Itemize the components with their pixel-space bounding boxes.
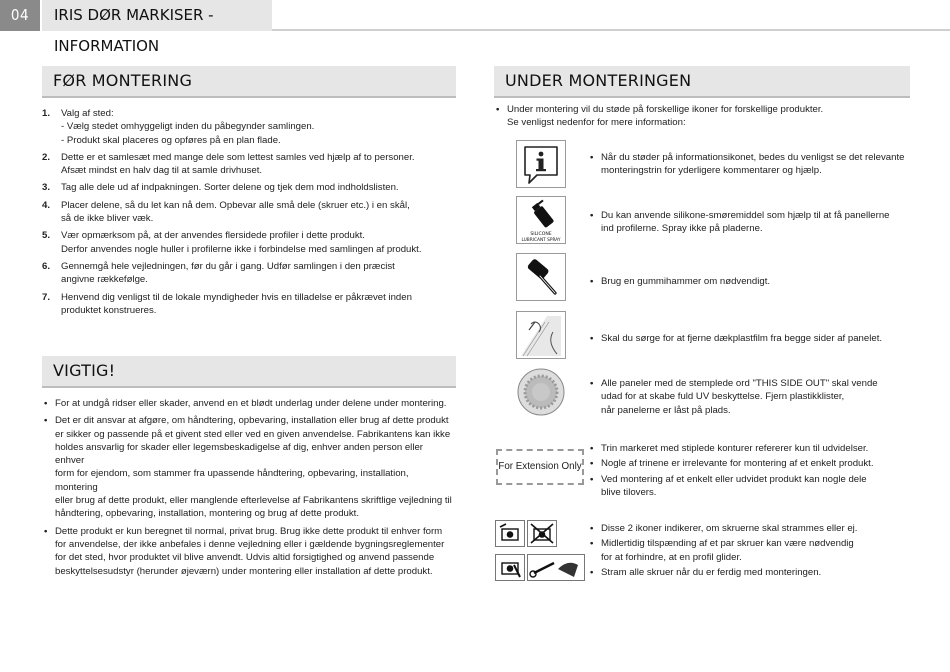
bullet: • [590, 152, 594, 163]
page-header [0, 0, 950, 55]
bullet: • [590, 523, 594, 534]
icon-row-bullet [588, 332, 908, 345]
spray-caption-2: LUBRICANT SPRAY [521, 238, 561, 243]
icon-row-silicone [494, 196, 914, 246]
icon-row-info [494, 140, 914, 190]
item-line: Gennemgå hele vejledningen, før du går i gang. Udfør samlingen i den præcist [61, 260, 395, 272]
icon-row-bullet [588, 377, 908, 417]
before-list-item [42, 260, 452, 287]
important-line: holdes ansvarlig for skader eller legemsbeskadigelse af dig, enhver anden person eller enhver [55, 441, 423, 467]
icon-row-line: Disse 2 ikoner indikerer, om skruerne skal strammes eller ej. [601, 523, 858, 534]
icon-row-bullet [588, 442, 908, 455]
mallet-row-text [588, 275, 908, 290]
item-line: - Vælg stedet omhyggeligt inden du påbegynder samlingen. [61, 121, 315, 133]
bullet: • [590, 443, 594, 454]
section-heading-during: UNDER MONTERINGEN [494, 66, 910, 96]
bullet: • [590, 566, 594, 578]
screw-tighten-icon [495, 520, 525, 547]
item-line: Vær opmærksom på, at der anvendes flersidede profiler i dette produkt. [61, 230, 365, 242]
icon-row-bullet [588, 209, 908, 236]
item-line: Valg af sted: [61, 108, 114, 119]
before-list-item [42, 199, 452, 226]
bullet: • [590, 333, 594, 344]
icon-row-line: Ved montering af et enkelt eller udvidet produkt kan nogle dele [601, 473, 867, 485]
icon-row-extension [494, 440, 914, 500]
bullet: • [590, 538, 594, 550]
peel-film-icon [516, 311, 566, 359]
bullet: • [590, 210, 594, 221]
important-line: håndtering, opbevaring, installation, montering og brug af dette produkt. [55, 508, 360, 520]
icon-row-line: Nogle af trinene er irrelevante for montering af et enkelt produkt. [601, 458, 874, 470]
item-line: Derfor anvendes nogle huller i profilerne ikke i forbindelse med samlingen af produkt. [61, 243, 422, 255]
important-line: er sikker og passende på et givent sted eller ved en given anvendelse. Fabrikantens kan ikke [55, 428, 451, 440]
icon-row-bullet [588, 151, 908, 178]
icon-row-bullet [588, 522, 908, 535]
item-line: - Produkt skal placeres og opføres på en plan flade. [61, 134, 281, 146]
important-item [42, 414, 452, 520]
item-line: produktet konstrueres. [61, 304, 157, 316]
important-line: eller brug af dette produkt, eller manglende efterlevelse af Fabrikantens skriftlige vejledning til [55, 495, 452, 507]
important-item [42, 525, 452, 578]
icon-row-line: udad for at skabe fuld UV beskyttelse. Fjern plastikklister, [601, 391, 845, 403]
screw-hand-icon [495, 554, 525, 581]
bullet: • [590, 458, 594, 470]
item-line: Tag alle dele ud af indpakningen. Sorter delene og tjek dem mod indholdslisten. [61, 182, 399, 194]
icon-row-line: monteringstrin for yderligere kommentarer og hjælp. [601, 165, 822, 177]
bullet: • [590, 473, 594, 485]
silicone-spray-icon [516, 196, 566, 244]
before-list-item [42, 291, 452, 318]
icon-row-line: Skal du sørge for at fjerne dækplastfilm fra begge sider af panelet. [601, 333, 883, 344]
item-number: 1. [42, 108, 51, 119]
item-number: 2. [42, 151, 51, 163]
section-heading-before: FØR MONTERING [42, 66, 456, 96]
item-line: angivne rækkefølge. [61, 274, 148, 286]
before-list-item [42, 229, 452, 256]
important-line: form for ejendom, som stammer fra upassende håndtering, opbevaring, installation, montering [55, 468, 409, 493]
before-list-item [42, 107, 452, 147]
item-number: 4. [42, 199, 51, 211]
icon-row-bullet [588, 566, 908, 579]
important-list [42, 397, 452, 582]
item-number: 7. [42, 291, 51, 303]
icon-row-line: Trin markeret med stiplede konturer refererer kun til udvidelser. [601, 443, 869, 454]
bullet: • [44, 415, 48, 427]
icon-row-mallet [494, 253, 914, 303]
during-intro [494, 103, 904, 134]
before-list-item [42, 181, 452, 194]
item-number: 6. [42, 260, 51, 272]
intro-item: • Under montering vil du støde på forskellige ikoner for forskellige produkter. Se venligst nedenfor for mere information: [496, 104, 824, 129]
icon-row-line: Brug en gummihammer om nødvendigt. [601, 276, 771, 287]
icon-row-line: blive tilovers. [601, 486, 657, 498]
header-divider [272, 29, 950, 31]
screw-no-tighten-icon [527, 520, 557, 547]
icon-row-line: for at forhindre, at en profil glider. [601, 551, 742, 563]
wrench-tool-icon [527, 554, 585, 581]
before-list-item [42, 151, 452, 178]
bullet: • [590, 276, 594, 287]
icon-row-line: når panelerne er låst på plads. [601, 404, 731, 416]
icon-row-screws [494, 518, 914, 584]
icon-row-line: ind profilerne. Spray ikke på pladerne. [601, 223, 763, 235]
item-number: 3. [42, 182, 51, 194]
item-line: Placer delene, så du let kan nå dem. Opbevar alle små dele (skruer etc.) i en skål, [61, 199, 410, 211]
silicone-row-text [588, 209, 908, 238]
info-icon [516, 140, 566, 188]
icon-row-line: Stram alle skruer når du er ferdig med monteringen. [601, 566, 822, 578]
icon-row-line: Du kan anvende silikone-smøremiddel som hjælp til at få panellerne [601, 210, 890, 221]
item-line: Afsæt mindst en halv dag til at samle drivhuset. [61, 165, 263, 177]
rubber-mallet-icon [516, 253, 566, 301]
icon-row-bullet [588, 473, 908, 500]
important-line: for anvendelse, der ikke anbefales i denne vejledning eller i gældende bygningsreglementer [55, 538, 445, 550]
icon-row-bullet [588, 537, 908, 564]
icon-row-line: Når du støder på informationsikonet, bedes du venligst se det relevante [601, 152, 905, 163]
uv-sticker-icon [516, 367, 566, 417]
icon-row-uv [494, 367, 914, 419]
icon-row-line: Alle paneler med de stemplede ord "THIS SIDE OUT" skal vende [601, 378, 878, 389]
important-line: for det sted, hvor produktet vil blive anvendt. Udvis altid forsigtighed og anvend passende [55, 552, 435, 564]
screws-row-text [588, 522, 908, 581]
info-row-text [588, 151, 908, 180]
item-line: så de ikke bliver væk. [61, 213, 154, 225]
spray-caption-1: SILICONE [530, 232, 552, 237]
intro-line-1: Under montering vil du støde på forskellige ikoner for forskellige produkter. [507, 104, 824, 115]
important-line: beskyttelsesudstyr (herunder øjeværn) under montering eller installation af dette produkt. [55, 565, 433, 577]
item-number: 5. [42, 230, 51, 242]
bullet: • [44, 398, 48, 409]
icon-row-line: Midlertidig tilspænding af et par skruer kan være nødvendig [601, 538, 854, 550]
important-item [42, 397, 452, 410]
item-line: Henvend dig venligst til de lokale myndigheder hvis en tilladelse er påkrævet inden [61, 291, 412, 303]
important-line: Det er dit ansvar at afgøre, om håndtering, opbevaring, installation eller brug af dette produkt [55, 415, 449, 427]
intro-line-2: Se venligst nedenfor for mere information: [507, 117, 686, 129]
icon-row-bullet [588, 275, 908, 288]
important-line: Dette produkt er kun beregnet til normal, privat brug. Brug ikke dette produkt til enhver form [55, 525, 443, 537]
item-line: Dette er et samlesæt med mange dele som lettest samles ved hjælp af to personer. [61, 151, 415, 163]
icon-row-bullet [588, 457, 908, 470]
peel-row-text [588, 332, 908, 347]
bullet: • [44, 525, 48, 537]
important-line: For at undgå ridser eller skader, anvend en et blødt underlag under delene under montering. [55, 398, 447, 409]
section-heading-important: VIGTIG! [42, 356, 456, 386]
bullet: • [590, 378, 594, 389]
before-list [42, 107, 452, 321]
extension-row-text [588, 442, 908, 501]
page-number: 04 [0, 0, 40, 31]
extension-box-icon: For Extension Only [496, 449, 584, 485]
icon-row-peel [494, 311, 914, 361]
uv-row-text [588, 377, 908, 419]
document-title: IRIS DØR MARKISER - INFORMATION [42, 0, 272, 31]
